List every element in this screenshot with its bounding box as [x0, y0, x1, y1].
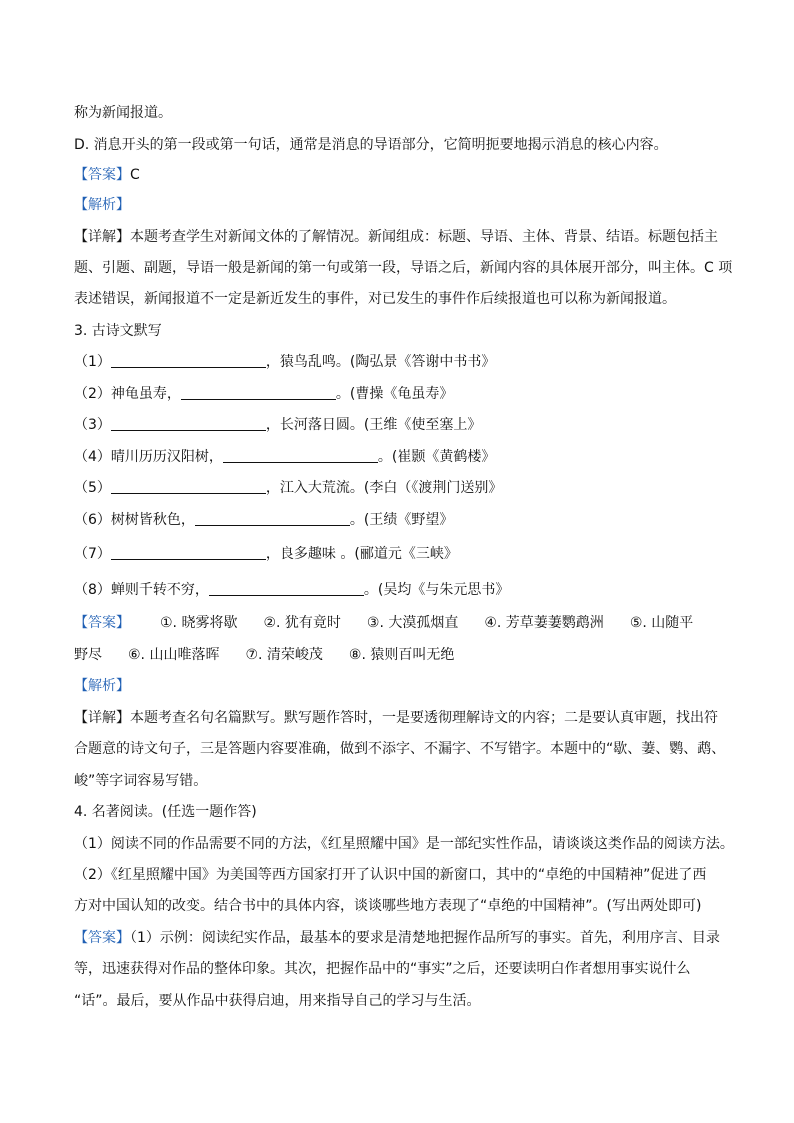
detail-line [74, 258, 732, 278]
detail-text: 峻”等字词容易写错。 [74, 773, 208, 789]
item-suffix: ，良多趣味 。(郦道元《三峡》 [265, 546, 458, 562]
text-line [74, 103, 172, 123]
answer-text: （1）示例：阅读纪实作品，最基本的要求是清楚地把握作品所写的事实。首先，利用序言、目录 [130, 930, 720, 946]
question-title-text: 3. 古诗文默写 [74, 323, 162, 339]
answer-item: 野尽 [74, 647, 102, 663]
item-suffix: ，江入大荒流。(李白（《渡荆门送别》 [265, 480, 503, 496]
blank-line[interactable] [111, 353, 266, 368]
option-d [74, 135, 668, 155]
detail-label: 【详解】 [74, 710, 130, 726]
detail-line [74, 708, 718, 728]
analysis-label-text: 【解析】 [74, 678, 130, 694]
answer-text: 等，迅速获得对作品的整体印象。其次，把握作品中的“事实”之后，还要读明白作者想用事实说什么 [74, 961, 691, 977]
item-prefix: （2）神龟虽寿， [74, 386, 181, 402]
text: D. 消息开头的第一段或第一句话，通常是消息的导语部分，它简明扼要地揭示消息的核心内容。 [74, 137, 668, 153]
fill-blank-item [74, 415, 481, 435]
answer-item: ①. 晓雾将歇 [160, 615, 238, 631]
detail-text: 表述错误，新闻报道不一定是新近发生的事件，对已发生的事件作后续报道也可以称为新闻报道。 [74, 291, 676, 307]
question-text [74, 834, 734, 854]
analysis-label [74, 676, 130, 696]
question-title [74, 802, 257, 822]
answer-line [74, 165, 140, 185]
text: （1）阅读不同的作品需要不同的方法，《红星照耀中国》是一部纪实性作品，请谈谈这类作品的阅读方法。 [74, 836, 734, 852]
answer-item: ⑦. 清荣峻茂 [245, 647, 323, 663]
item-suffix: 。(崔颢《黄鹤楼》 [377, 449, 496, 465]
blank-line[interactable] [209, 581, 364, 596]
question-title-text: 4. 名著阅读。(任选一题作答) [74, 804, 257, 820]
item-prefix: （7） [74, 546, 111, 562]
question-title [74, 321, 162, 341]
answer-item: ⑧. 猿则百叫无绝 [348, 647, 455, 663]
answer-item: ⑥. 山山唯落晖 [128, 647, 220, 663]
blank-line[interactable] [223, 448, 378, 463]
question-text [74, 896, 701, 916]
detail-line [74, 289, 676, 309]
item-prefix: （3） [74, 417, 111, 433]
item-suffix: ，长河落日圆。(王维《使至塞上》 [265, 417, 482, 433]
question-text [74, 865, 706, 885]
answer-line [74, 959, 691, 979]
item-suffix: 。(曹操《龟虽寿》 [335, 386, 454, 402]
item-prefix: （5） [74, 480, 111, 496]
fill-blank-item [74, 510, 453, 530]
answer-item: ⑤. 山随平 [629, 615, 694, 631]
detail-text: 合题意的诗文句子，三是答题内容要准确，做到不添字、不漏字、不写错字。本题中的“歇、萋、鹦、鹉、 [74, 741, 726, 757]
answer-item: ④. 芳草萋萋鹦鹉洲 [484, 615, 604, 631]
blank-line[interactable] [195, 511, 350, 526]
text: 称为新闻报道。 [74, 105, 172, 121]
answer-value: C [130, 167, 140, 183]
fill-blank-item [74, 544, 458, 564]
fill-blank-item [74, 447, 495, 467]
fill-blank-item [74, 352, 495, 372]
detail-line [74, 227, 718, 247]
blank-line[interactable] [111, 479, 266, 494]
detail-text: 本题考查学生对新闻文体的了解情况。新闻组成：标题、导语、主体、背景、结语。标题包括主 [130, 229, 718, 245]
detail-text: 题、引题、副题，导语一般是新闻的第一句或第一段，导语之后，新闻内容的具体展开部分，叫主体。C 项 [74, 260, 733, 276]
text: 方对中国认知的改变。结合书中的具体内容，谈谈哪些地方表现了“卓绝的中国精神”。(写出两处即可) [74, 898, 702, 914]
answer-label: 【答案】 [74, 615, 130, 631]
item-prefix: （1） [74, 354, 111, 370]
detail-label: 【详解】 [74, 229, 130, 245]
fill-blank-item [74, 580, 509, 600]
answer-label: 【答案】 [74, 167, 130, 183]
item-suffix: ，猿鸟乱鸣。(陶弘景《答谢中书书》 [265, 354, 496, 370]
fill-blank-item [74, 384, 453, 404]
answer-line [74, 928, 720, 948]
item-prefix: （6）树树皆秋色， [74, 512, 195, 528]
detail-line [74, 739, 725, 759]
blank-line[interactable] [181, 385, 336, 400]
answer-line [74, 991, 481, 1011]
analysis-label-text: 【解析】 [74, 197, 130, 213]
fill-blank-item [74, 478, 502, 498]
blank-line[interactable] [111, 416, 266, 431]
detail-line [74, 771, 207, 791]
item-suffix: 。(王绩《野望》 [349, 512, 454, 528]
blank-line[interactable] [111, 545, 266, 560]
detail-text: 本题考查名句名篇默写。默写题作答时，一是要透彻理解诗文的内容；二是要认真审题，找出符 [130, 710, 718, 726]
answer-label: 【答案】 [74, 930, 130, 946]
item-prefix: （4）晴川历历汉阳树， [74, 449, 223, 465]
item-suffix: 。(吴均《与朱元思书》 [363, 582, 510, 598]
answer-line [74, 645, 454, 665]
answer-line [74, 613, 693, 633]
item-prefix: （8）蝉则千转不穷， [74, 582, 209, 598]
answer-item: ③. 大漠孤烟直 [366, 615, 459, 631]
text: （2）《红星照耀中国》为美国等西方国家打开了认识中国的新窗口，其中的“卓绝的中国精神”促进了西 [74, 867, 707, 883]
answer-item: ②. 犹有竟时 [263, 615, 341, 631]
analysis-label [74, 195, 130, 215]
answer-text: “话”。最后，要从作品中获得启迪，用来指导自己的学习与生活。 [74, 993, 481, 1009]
